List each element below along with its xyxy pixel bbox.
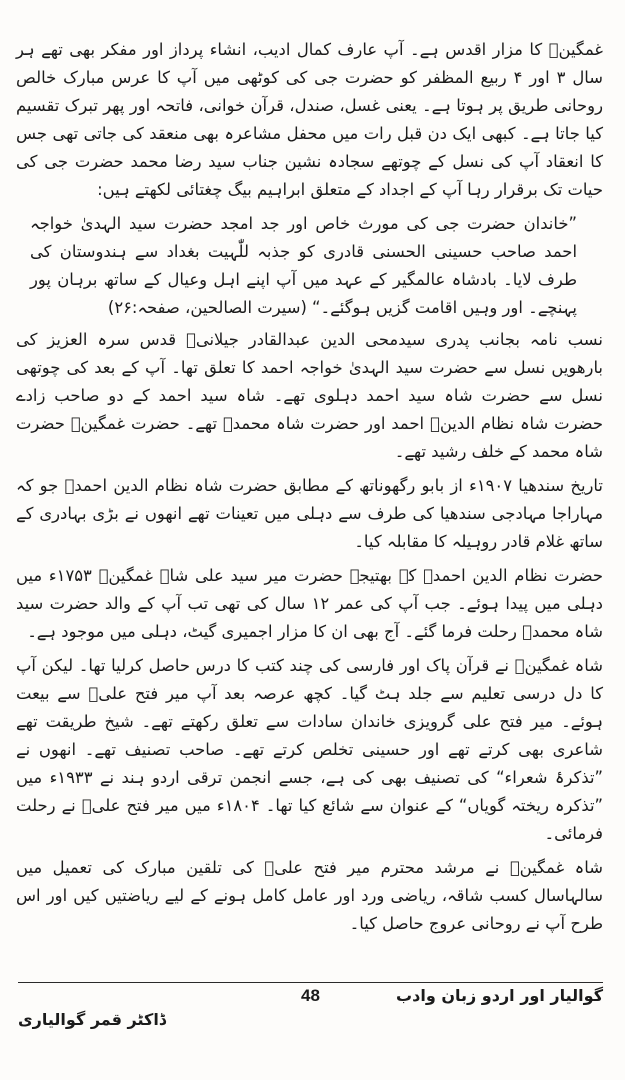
paragraph-lineage: نسب نامہ بجانب پدری سیدمحی الدین عبدالقادر جیلانیؒ قدس سرہ العزیز کی بارھویں نسل سے حضرت سید الہدیٰ خواجہ احمد کا تعلق تھا۔ آپ کے بعد کی چوتھی نسل سے حضرت شاہ سید احمد دہلوی تھے۔ شاہ سید احمد کے دو صاحب زادے حضرت شاہ نظام الدینؒ احمد اور حضرت شاہ محمدؒ تھے۔ حضرت غمگینؒ حضرت شاہ محمد کے خلف رشید تھے۔: [16, 330, 603, 461]
block-quote: ”خاندان حضرت جی کی مورث خاص اور جد امجد حضرت سید الہدیٰ خواجہ احمد صاحب حسینی الحسنی قادری کو جذبہ للّٰہیت بغداد سے ہندوستان کی طرف لایا۔ بادشاہ عالمگیر کے عہد میں آپ اپنے اہل وعیال کے ساتھ برہان پور پہنچے۔ اور وہیں اقامت گزیں ہوگئے۔“ (سیرت الصالحین، صفحہ:۲۶): [30, 214, 577, 317]
paragraph-shrine: غمگینؒ کا مزار اقدس ہے۔ آپ عارف کمال ادیب، انشاء پرداز اور مفکر بھی تھے ہر سال ۳ اور ۴ ربیع المظفر کو حضرت جی کی کوٹھی میں آپ کا عرس مبارک خالص روحانی طریق پر ہوتا ہے۔ یعنی غسل، صندل، قرآن خوانی، فاتحہ اور پھر تبرک تقسیم کیا جاتا ہے۔ کبھی ایک دن قبل رات میں محفل مشاعرہ بھی منعقد کی جاتی تھی جس کا انعقاد آپ کی نسل کے چوتھے سجادہ نشین جناب سید رضا محمد حضرت جی کی حیات تک برقرار رہا آپ کے اجداد کے متعلق ابراہیم بیگ چغتائی لکھتے ہیں:: [16, 40, 603, 199]
paragraph-education: شاہ غمگینؒ نے قرآن پاک اور فارسی کی چند کتب کا درس حاصل کرلیا تھا۔ لیکن آپ کا دل درسی تعلیم سے جلد ہٹ گیا۔ کچھ عرصہ بعد آپ میر فتح علیؒ سے بیعت ہوئے۔ میر فتح علی گرویزی خاندان سادات سے تعلق رکھتے تھے۔ شیخ طریقت تھے شاعری بھی کرتے تھے اور حسینی تخلص کرتے تھے۔ صاحب تصنیف تھے۔ انھوں نے ”تذکرۂ شعراء“ کی تصنیف بھی کی ہے، جسے انجمن ترقی اردو ہند نے ۱۹۳۳ء میں ”تذکرہ ریختہ گویاں“ کے عنوان سے شائع کیا تھا۔ ۱۸۰۴ء میں میر فتح علیؒ نے رحلت فرمائی۔: [16, 656, 603, 843]
paragraph-spiritual: شاہ غمگینؒ نے مرشد محترم میر فتح علیؒ کی تلقین مبارک کی تعمیل میں سالہاسال کسب شاقہ، ریاضی ورد اور عامل کامل ہونے کے لیے ریاضتیں کیں اور اس طرح آپ نے روحانی عروج حاصل کیا۔: [16, 858, 603, 933]
paragraph-history: تاریخ سندھیا ۱۹۰۷ء از بابو رگھوناتھ کے مطابق حضرت شاہ نظام الدین احمدؒ جو کہ مہاراجا مہادجی سندھیا کی طرف سے دہلی میں تعینات تھے انھوں نے بڑی بہادری کے ساتھ غلام قادر روہیلہ کا مقابلہ کیا۔: [16, 476, 603, 551]
page-footer: [18, 986, 603, 1029]
author-name: ڈاکٹر قمر گوالیاری: [18, 1010, 166, 1029]
book-title: گوالیار اور اردو زبان وادب: [396, 986, 603, 1005]
page-body: [16, 36, 603, 944]
paragraph-birth: حضرت نظام الدین احمدؒ کے بھتیجے حضرت میر سید علی شاہ غمگینؒ ۱۷۵۳ء میں دہلی میں پیدا ہوئے۔ جب آپ کی عمر ۱۲ سال کی تھی تب آپ کے والد حضرت سید شاہ محمدؒ رحلت فرما گئے۔ آج بھی ان کا مزار اجمیری گیٹ، دہلی میں موجود ہے۔: [16, 566, 603, 641]
footer-divider: [18, 982, 603, 983]
page-number: 48: [301, 986, 320, 1005]
